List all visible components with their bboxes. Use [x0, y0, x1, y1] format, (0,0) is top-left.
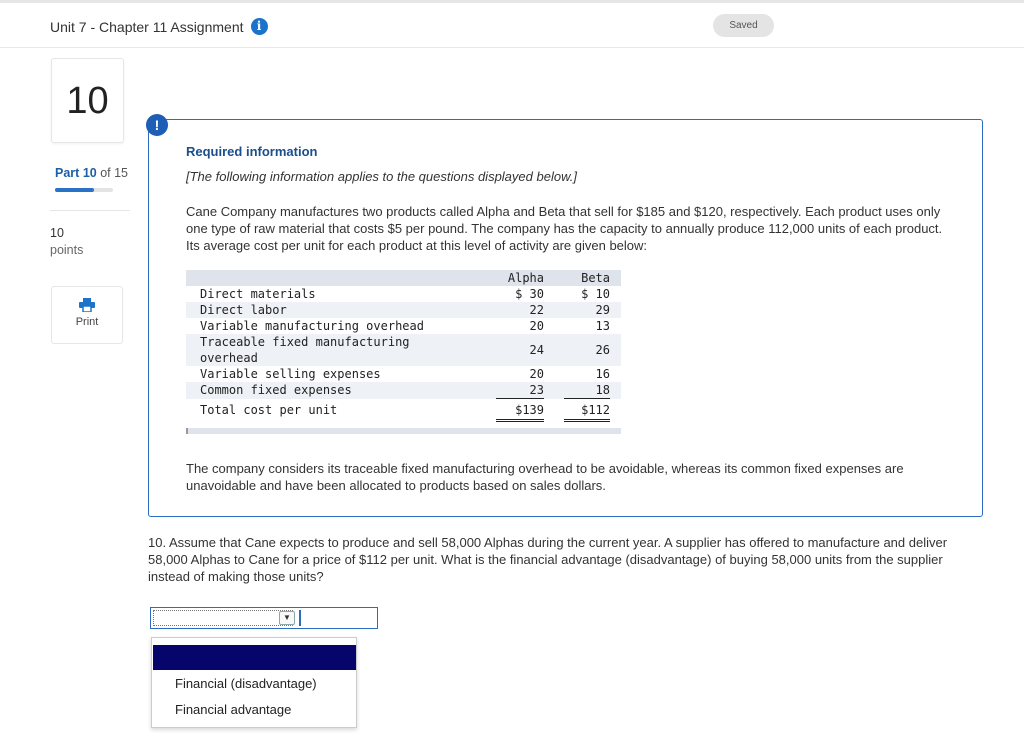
- text-caret: [299, 610, 301, 626]
- select-current-value: [153, 610, 293, 626]
- row-label: Direct materials: [200, 287, 316, 301]
- row-label: Common fixed expenses: [200, 383, 352, 397]
- alpha-value: 22: [529, 303, 544, 317]
- part-progress-bar: [55, 188, 113, 192]
- assignment-title-text: Unit 7 - Chapter 11 Assignment: [50, 18, 244, 35]
- saved-status-badge: Saved: [713, 14, 774, 37]
- part-label: Part 10: [55, 166, 97, 180]
- row-label: Variable manufacturing overhead: [200, 319, 424, 333]
- info-icon[interactable]: i: [251, 18, 268, 35]
- required-info-note: [The following information applies to the questions displayed below.]: [186, 169, 577, 184]
- table-row: [186, 382, 621, 399]
- financial-select[interactable]: [150, 607, 378, 629]
- assignment-title: [50, 18, 268, 35]
- print-button[interactable]: [51, 286, 123, 344]
- dropdown-option-advantage[interactable]: Financial advantage: [175, 702, 292, 717]
- points-label: points: [50, 243, 84, 257]
- points-value: 10: [50, 226, 64, 240]
- alpha-value: 24: [529, 343, 544, 357]
- beta-value: 29: [595, 303, 610, 317]
- sidebar-divider: [50, 210, 130, 211]
- table-row: [186, 334, 621, 366]
- assignment-header: [0, 3, 1024, 48]
- row-label: Traceable fixed manufacturing: [200, 335, 410, 349]
- row-label: Variable selling expenses: [200, 367, 381, 381]
- column-header-beta: Beta: [581, 271, 610, 285]
- alpha-value: 20: [529, 367, 544, 381]
- row-label: Total cost per unit: [200, 403, 338, 417]
- dropdown-option-highlighted[interactable]: [153, 645, 356, 670]
- alpha-value: 20: [529, 319, 544, 333]
- problem-closing-text: The company considers its traceable fixed manufacturing overhead to be avoidable, whereas its common fixed expenses are unavoidable and have been allocated to products based on sales dollars.: [186, 461, 904, 493]
- problem-intro-text: Cane Company manufactures two products called Alpha and Beta that sell for $185 and $120, respectively. Each product uses only one type of raw material that costs $5 per pound. The company has the capacity to annually produce 112,000 units of each product. Its average cost per unit for each product at this level of activity are given below:: [186, 204, 943, 253]
- print-label: Print: [75, 316, 99, 328]
- table-footer-band: [186, 428, 621, 434]
- beta-value: 26: [595, 343, 610, 357]
- printer-icon: [79, 298, 95, 312]
- column-header-alpha: Alpha: [507, 271, 544, 285]
- beta-total-value: $112: [564, 402, 610, 422]
- required-information-box: [148, 119, 983, 517]
- dropdown-option-disadvantage[interactable]: Financial (disadvantage): [175, 676, 317, 691]
- beta-value: 16: [595, 367, 610, 381]
- financial-dropdown-menu: [151, 637, 357, 728]
- beta-value: 18: [564, 382, 610, 399]
- alpha-total-value: $139: [496, 402, 544, 422]
- chevron-down-icon[interactable]: ▼: [279, 611, 295, 625]
- part-progress-fill: [55, 188, 94, 192]
- table-header-band: [186, 270, 621, 286]
- row-label: Direct labor: [200, 303, 287, 317]
- alpha-value: $ 30: [515, 287, 544, 301]
- part-of-total: of 15: [100, 166, 129, 180]
- question-number-card: 10: [51, 58, 124, 143]
- beta-value: $ 10: [581, 287, 610, 301]
- question-text: 10. Assume that Cane expects to produce and sell 58,000 Alphas during the current year. A supplier has offered to manufacture and deliver 58,000 Alphas to Cane for a price of $112 per unit. What is the financial advantage (disadvantage) of buying 58,000 units from the supplier instead of making those units?: [148, 535, 948, 584]
- row-label-continued: overhead: [200, 351, 258, 365]
- beta-value: 13: [595, 319, 610, 333]
- table-row: [186, 302, 621, 318]
- required-info-title: Required information: [186, 144, 318, 159]
- alert-icon: !: [146, 114, 168, 136]
- part-indicator: [55, 166, 128, 180]
- alpha-value: 23: [496, 382, 544, 399]
